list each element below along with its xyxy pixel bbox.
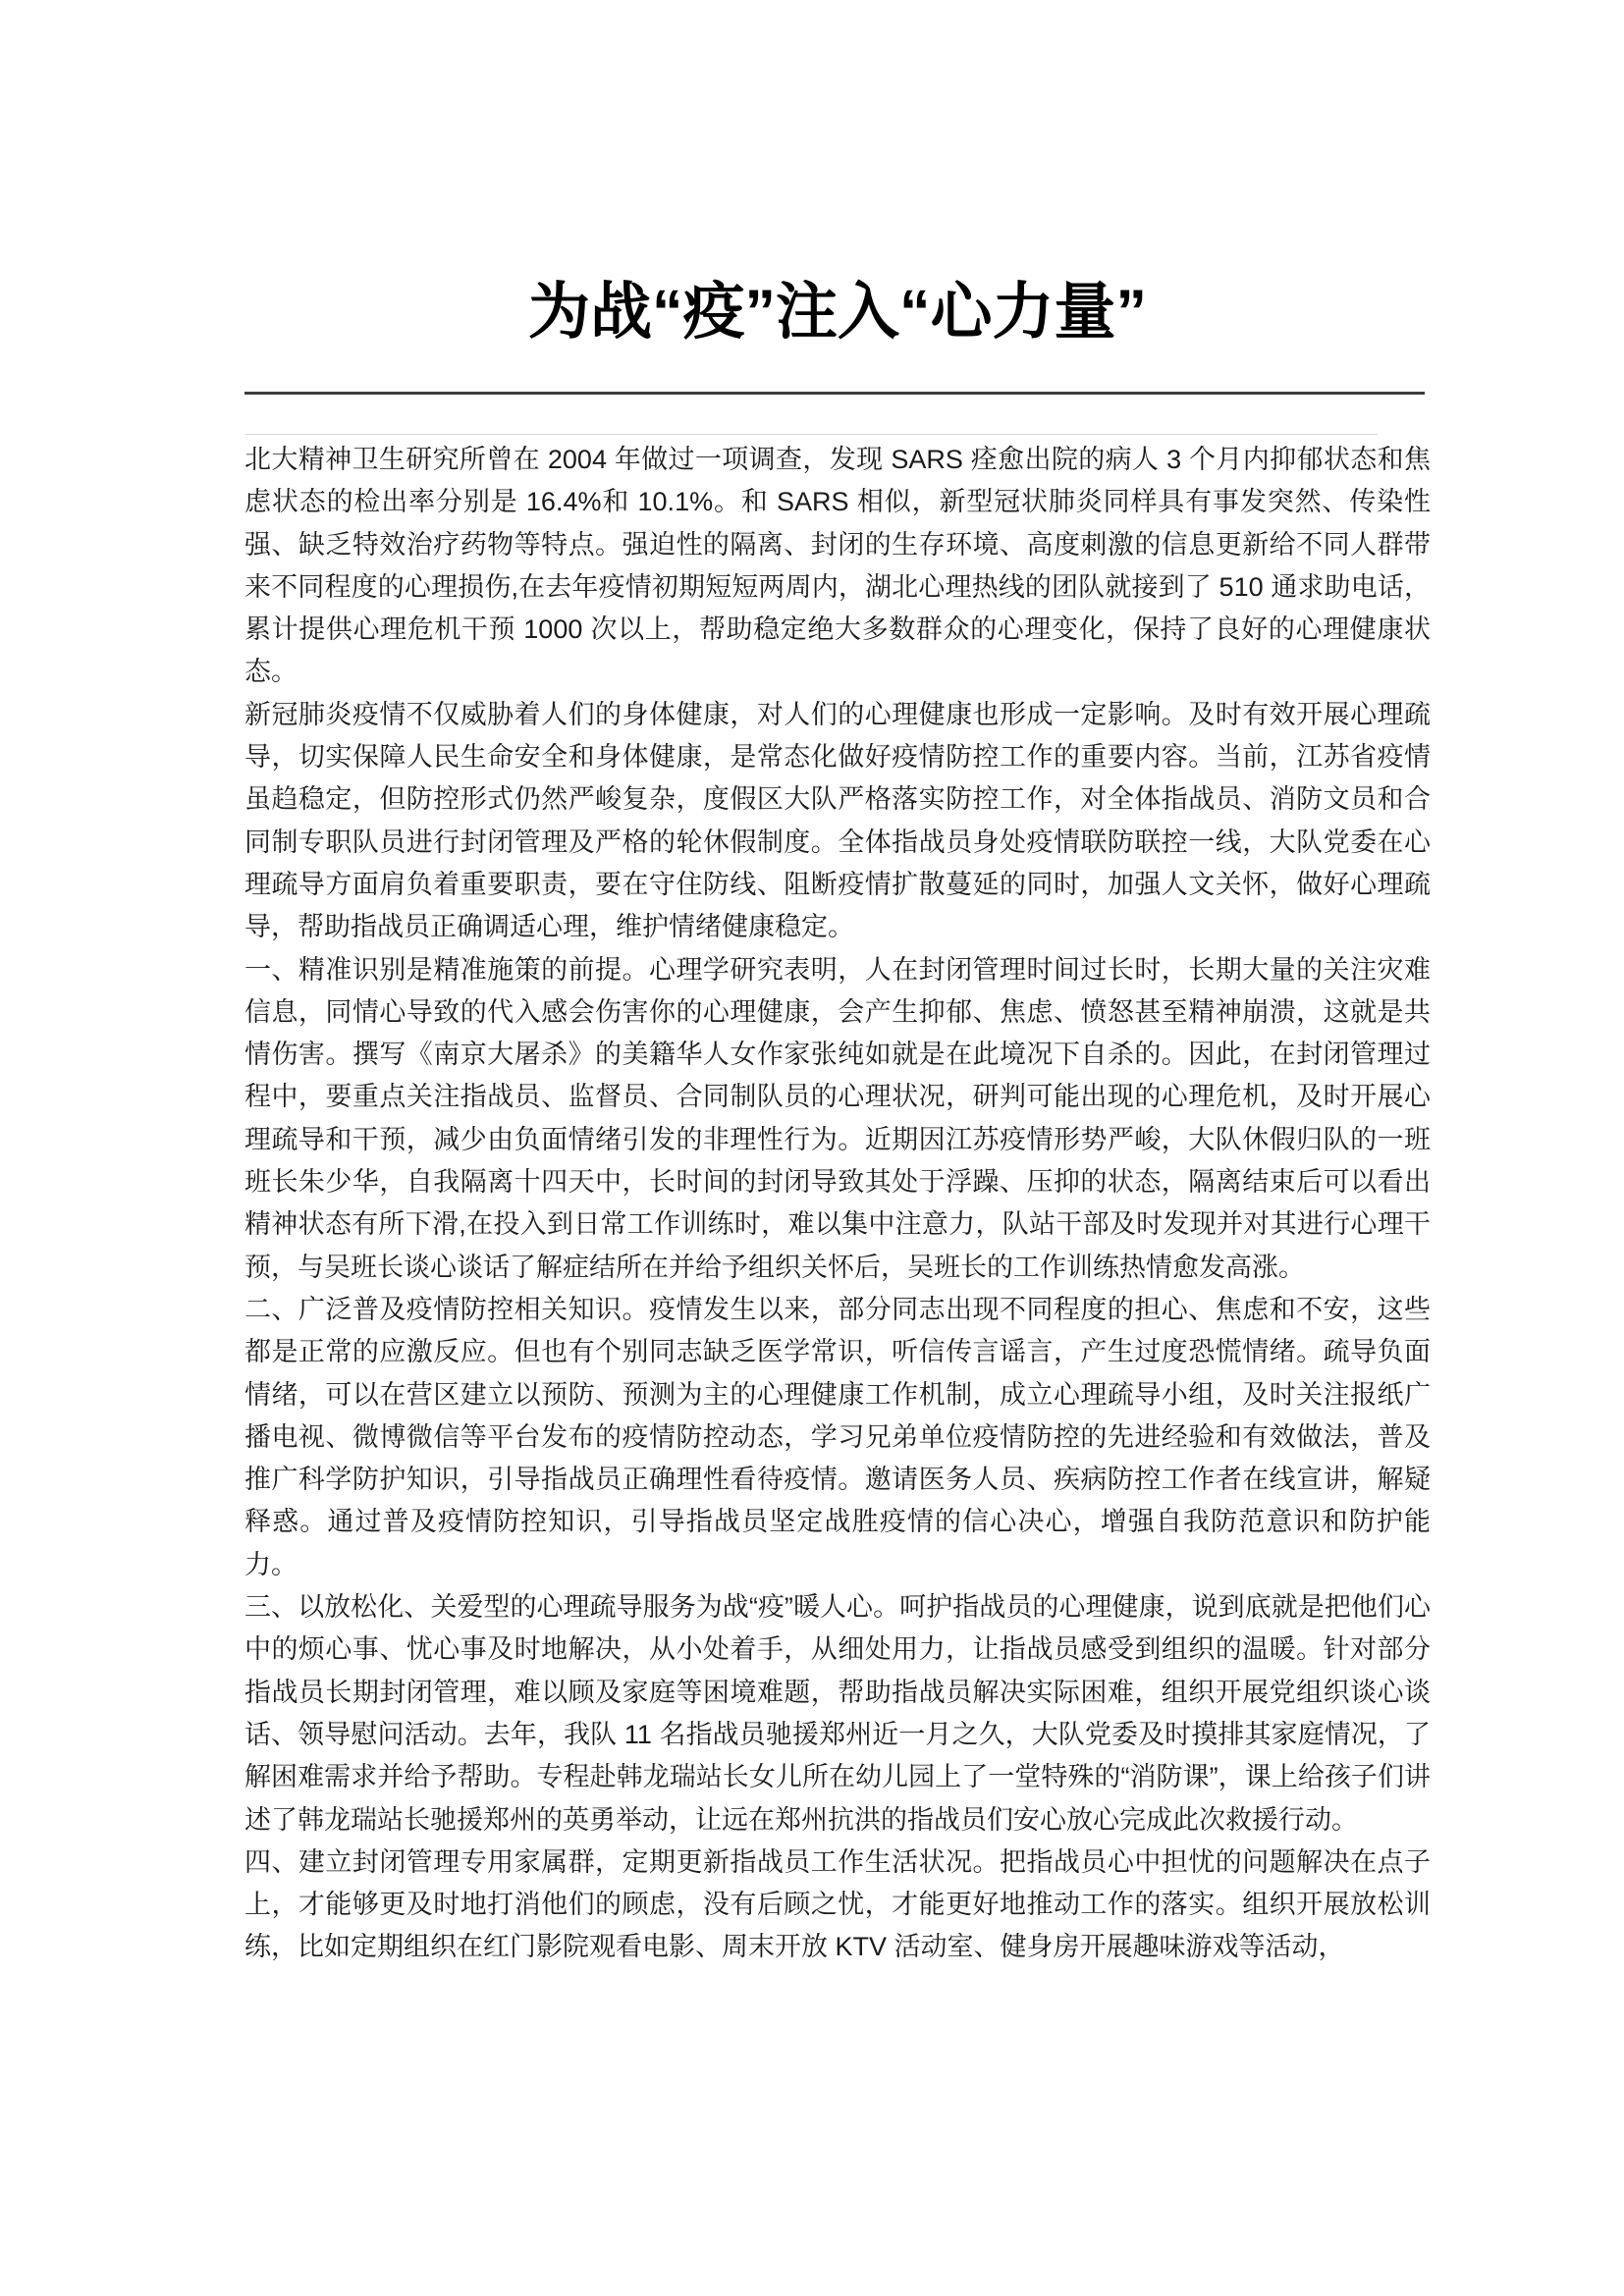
paragraph: 二、广泛普及疫情防控相关知识。疫情发生以来，部分同志出现不同程度的担心、焦虑和不安，这些都是正常的应激反应。但也有个别同志缺乏医学常识，听信传言谣言，产生过度恐慌情绪。疏导负面情绪，可以在营区建立以预防、预测为主的心理健康工作机制，成立心理疏导小组，及时关注报纸广播电视、微博微信等平台发布的疫情防控动态，学习兄弟单位疫情防控的先进经验和有效做法，普及推广科学防护知识，引导指战员正确理性看待疫情。邀请医务人员、疾病防控工作者在线宣讲，解疑释惑。通过普及疫情防控知识，引导指战员坚定战胜疫情的信心决心，增强自我防范意识和防护能力。 (244, 1294, 1431, 1579)
paragraph: 北大精神卫生研究所曾在 2004 年做过一项调查，发现 SARS 痊愈出院的病人 3 个月内抑郁状态和焦虑状态的检出率分别是 16.4%和 10.1%。和 SARS 相似，新型冠状肺炎同样具有事发突然、传染性强、缺乏特效治疗药物等特点。强迫性的隔离、封闭的生存环境、高度刺激的信息更新给不同人群带来不同程度的心理损伤,在去年疫情初期短短两周内，湖北心理热线的团队就接到了 510 通求助电话，累计提供心理危机干预 1000 次以上，帮助稳定绝大多数群众的心理变化，保持了良好的心理健康状态。 (244, 445, 1431, 687)
document-body (244, 439, 1431, 1969)
body-top-divider-thin (245, 434, 1378, 435)
document-title: 为战“疫”注入“心力量” (528, 278, 1147, 347)
paragraph: 四、建立封闭管理专用家属群，定期更新指战员工作生活状况。把指战员心中担忧的问题解决在点子上，才能够更及时地打消他们的顾虑，没有后顾之忧，才能更好地推动工作的落实。组织开展放松训练，比如定期组织在红门影院观看电影、周末开放 KTV 活动室、健身房开展趣味游戏等活动， (244, 1846, 1431, 1962)
title-divider-thick (244, 392, 1425, 395)
paragraph: 一、精准识别是精准施策的前提。心理学研究表明，人在封闭管理时间过长时，长期大量的关注灾难信息，同情心导致的代入感会伤害你的心理健康，会产生抑郁、焦虑、愤怒甚至精神崩溃，这就是共情伤害。撰写《南京大屠杀》的美籍华人女作家张纯如就是在此境况下自杀的。因此，在封闭管理过程中，要重点关注指战员、监督员、合同制队员的心理状况，研判可能出现的心理危机，及时开展心理疏导和干预，减少由负面情绪引发的非理性行为。近期因江苏疫情形势严峻，大队休假归队的一班班长朱少华，自我隔离十四天中，长时间的封闭导致其处于浮躁、压抑的状态，隔离结束后可以看出精神状态有所下滑,在投入到日常工作训练时，难以集中注意力，队站干部及时发现并对其进行心理干预，与吴班长谈心谈话了解症结所在并给予组织关怀后，吴班长的工作训练热情愈发高涨。 (244, 954, 1431, 1282)
paragraph: 新冠肺炎疫情不仅威胁着人们的身体健康，对人们的心理健康也形成一定影响。及时有效开展心理疏导，切实保障人民生命安全和身体健康，是常态化做好疫情防控工作的重要内容。当前，江苏省疫情虽趋稳定，但防控形式仍然严峻复杂，度假区大队严格落实防控工作，对全体指战员、消防文员和合同制专职队员进行封闭管理及严格的轮休假制度。全体指战员身处疫情联防联控一线，大队党委在心理疏导方面肩负着重要职责，要在守住防线、阻断疫情扩散蔓延的同时，加强人文关怀，做好心理疏导，帮助指战员正确调适心理，维护情绪健康稳定。 (244, 699, 1431, 942)
paragraph: 三、以放松化、关爱型的心理疏导服务为战“疫”暖人心。呵护指战员的心理健康，说到底就是把他们心中的烦心事、忧心事及时地解决，从小处着手，从细处用力，让指战员感受到组织的温暖。针对部分指战员长期封闭管理，难以顾及家庭等困境难题，帮助指战员解决实际困难，组织开展党组织谈心谈话、领导慰问活动。去年，我队 11 名指战员驰援郑州近一月之久，大队党委及时摸排其家庭情况，了解困难需求并给予帮助。专程赴韩龙瑞站长女儿所在幼儿园上了一堂特殊的“消防课”，课上给孩子们讲述了韩龙瑞站长驰援郑州的英勇举动，让远在郑州抗洪的指战员们安心放心完成此次救援行动。 (244, 1592, 1431, 1835)
